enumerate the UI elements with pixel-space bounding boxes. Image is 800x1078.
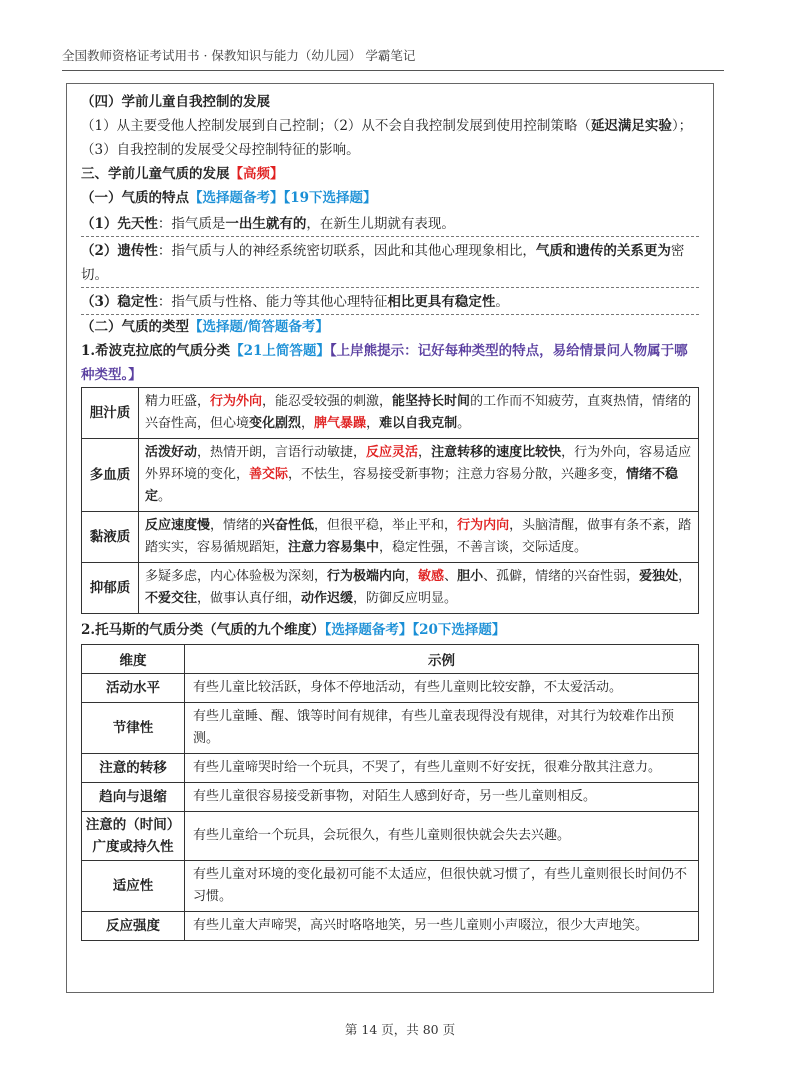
dimension-row (82, 703, 699, 754)
temperament-description: 活泼好动，热情开朗，言语行动敏捷，反应灵活，注意转移的速度比较快，行为外向，容易适应外界环境的变化，善交际，不怯生，容易接受新事物；注意力容易分散，兴趣多变，情绪不稳定。 (139, 439, 699, 512)
dimension-example: 有些儿童大声啼哭，高兴时咯咯地笑，另一些儿童则小声啜泣，很少大声地笑。 (185, 912, 699, 941)
dimension-example: 有些儿童比较活跃，身体不停地活动，有些儿童则比较安静，不太爱活动。 (185, 674, 699, 703)
dimension-label: 节律性 (82, 703, 185, 754)
dimension-label: 注意的（时间）广度或持久性 (82, 812, 185, 861)
dimension-example: 有些儿童给一个玩具，会玩很久，有些儿童则很快就会失去兴趣。 (185, 812, 699, 861)
trait-item-stability: （3）稳定性：指气质与性格、能力等其他心理特征相比更具有稳定性。 (81, 288, 699, 315)
dimension-row (82, 812, 699, 861)
temperament-description: 反应速度慢，情绪的兴奋性低，但很平稳，举止平和，行为内向，头脑清醒，做事有条不紊，踏踏实实，容易循规蹈矩，注意力容易集中，稳定性强，不善言谈，交际适度。 (139, 512, 699, 563)
trait-item-heredity: （2）遗传性：指气质与人的神经系统密切联系，因此和其他心理现象相比，气质和遗传的关系更为密切。 (81, 237, 699, 288)
dimension-row (82, 912, 699, 941)
dimension-label: 反应强度 (82, 912, 185, 941)
trait-item-innate: （1）先天性：指气质是一出生就有的，在新生儿期就有表现。 (81, 210, 699, 237)
page-header: 全国教师资格证考试用书 · 保教知识与能力（幼儿园） 学霸笔记 (62, 48, 416, 63)
dimension-row (82, 674, 699, 703)
dimension-label: 活动水平 (82, 674, 185, 703)
traits-title: （一）气质的特点【选择题备考】【19下选择题】 (81, 190, 377, 206)
table-header-dimension: 维度 (82, 645, 185, 674)
dimension-example: 有些儿童很容易接受新事物，对陌生人感到好奇，另一些儿童则相反。 (185, 783, 699, 812)
section4-paragraph: （1）从主要受他人控制发展到自己控制；（2）从不会自我控制发展到使用控制策略（延迟满足实验）；（3）自我控制的发展受父母控制特征的影响。 (81, 118, 693, 158)
header-divider (62, 70, 724, 71)
dimension-example: 有些儿童啼哭时给一个玩具，不哭了，有些儿童则不好安抚，很难分散其注意力。 (185, 754, 699, 783)
dimension-row (82, 754, 699, 783)
dimension-label: 趋向与退缩 (82, 783, 185, 812)
temperament-label: 抑郁质 (82, 563, 139, 614)
temperament-label: 胆汁质 (82, 388, 139, 439)
hippocrates-subtitle: 1.希波克拉底的气质分类【21上简答题】【上岸熊提示：记好每种类型的特点，易给情景问人物属于哪种类型。】 (81, 343, 688, 383)
dimension-label: 适应性 (82, 861, 185, 912)
temperament-description: 多疑多虑，内心体验极为深刻，行为极端内向，敏感、胆小、孤僻，情绪的兴奋性弱，爱独处，不爱交往，做事认真仔细，动作迟缓，防御反应明显。 (139, 563, 699, 614)
dimension-example: 有些儿童睡、醒、饿等时间有规律，有些儿童表现得没有规律，对其行为较难作出预测。 (185, 703, 699, 754)
temperament-label: 黏液质 (82, 512, 139, 563)
content-frame (66, 83, 714, 993)
temperament-row (82, 563, 699, 614)
dimension-row (82, 783, 699, 812)
table-header-example: 示例 (185, 645, 699, 674)
temperament-row (82, 439, 699, 512)
types-title: （二）气质的类型【选择题/简答题备考】 (81, 319, 329, 335)
frequency-tag: 【高频】 (229, 166, 284, 182)
section3-title: 三、学前儿童气质的发展【高频】 (81, 166, 284, 182)
temperament-description: 精力旺盛，行为外向，能忍受较强的刺激，能坚持长时间的工作而不知疲劳，直爽热情，情绪的兴奋性高，但心境变化剧烈，脾气暴躁，难以自我克制。 (139, 388, 699, 439)
dimension-label: 注意的转移 (82, 754, 185, 783)
temperament-row (82, 388, 699, 439)
section4-title: （四）学前儿童自我控制的发展 (81, 94, 270, 110)
page-footer: 第 14 页，共 80 页 (344, 1022, 456, 1037)
temperament-label: 多血质 (82, 439, 139, 512)
thomas-subtitle: 2.托马斯的气质分类（气质的九个维度）【选择题备考】【20下选择题】 (81, 622, 506, 638)
hippocrates-table (81, 387, 699, 614)
temperament-row (82, 512, 699, 563)
dimension-row (82, 861, 699, 912)
dimension-example: 有些儿童对环境的变化最初可能不太适应，但很快就习惯了，有些儿童则很长时间仍不习惯。 (185, 861, 699, 912)
thomas-dimensions-table (81, 644, 699, 941)
